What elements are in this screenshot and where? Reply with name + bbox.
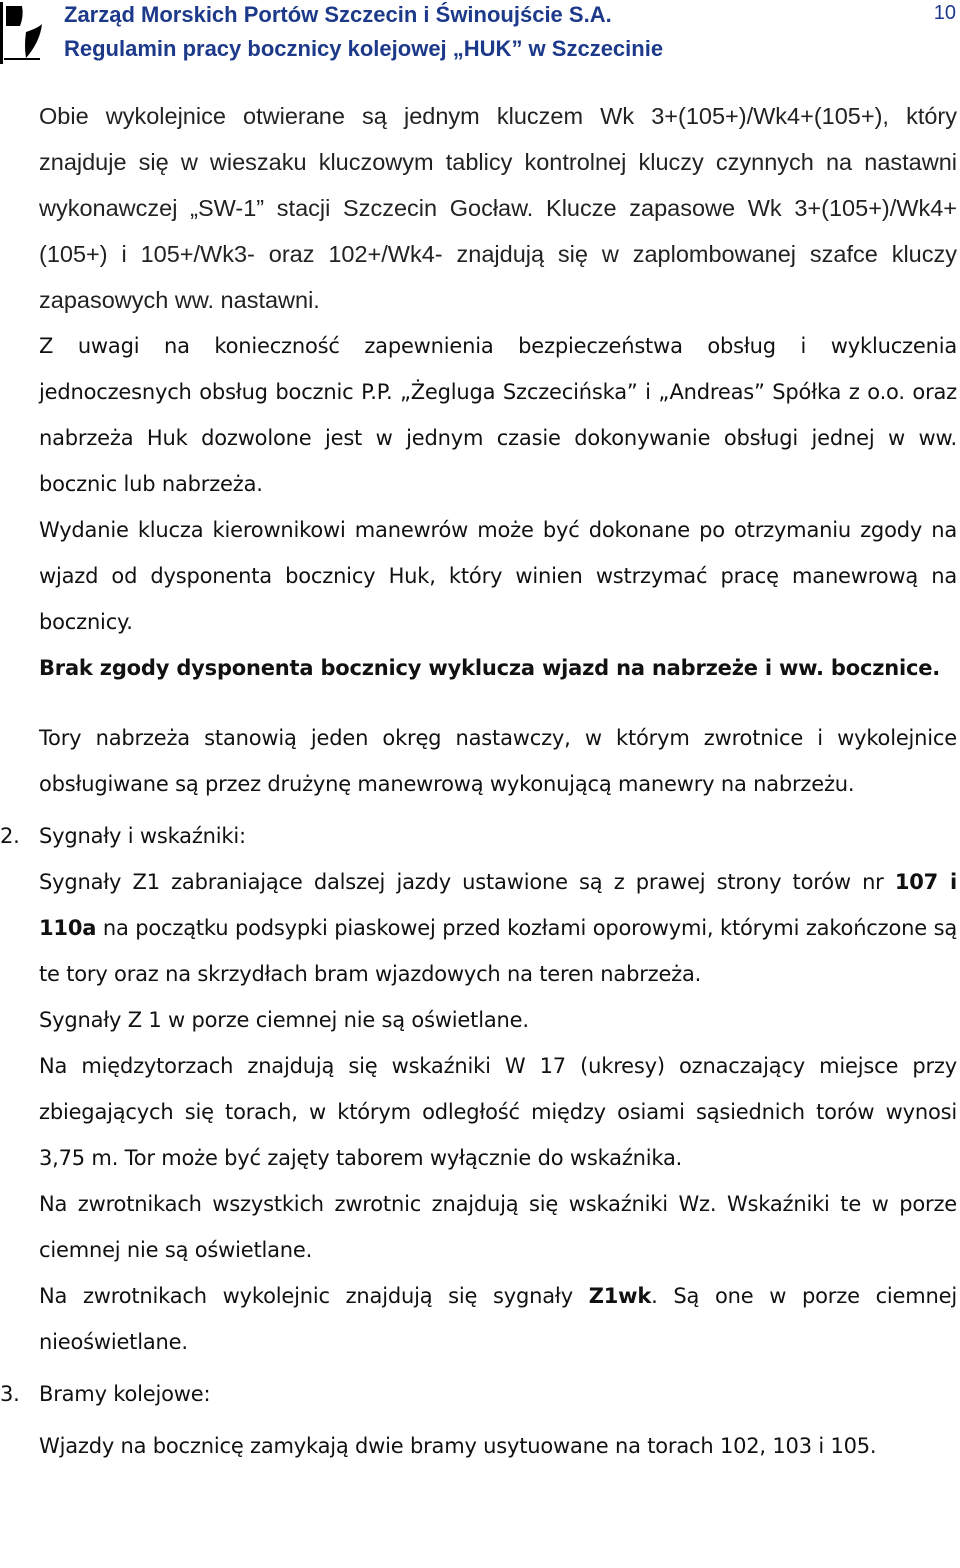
bold-z1wk: Z1wk — [588, 1284, 652, 1308]
paragraph-tory-nabrzeza: Tory nabrzeża stanowią jeden okręg nastawczy, w którym zwrotnice i wykolejnice obsługiwane są przez drużynę manewrową wykonującą manewry na nabrzeżu. — [39, 726, 957, 796]
paragraph-wskazniki-w17: Na międzytorzach znajdują się wskaźniki W 17 (ukresy) oznaczający miejsce przy zbiegających się torach, w którym odległość między osiami sąsiednich torów wynosi 3,75 m. Tor może być zajęty taborem wyłącznie do wskaźnika. — [39, 1054, 957, 1170]
section-title: Bramy kolejowe: — [39, 1382, 211, 1406]
section-heading-bramy — [0, 1371, 957, 1417]
section-number: 2. — [0, 824, 20, 848]
paragraph-sygnaly-z1: Sygnały Z1 zabraniające dalszej jazdy ustawione są z prawej strony torów nr 107 i 110a na początku podsypki piaskowej przed kozłami oporowymi, którymi zakończone są te tory oraz na skrzydłach bram wjazdowych na teren nabrzeża. — [39, 870, 957, 986]
section-title: Sygnały i wskaźniki: — [39, 824, 246, 848]
paragraph-brak-zgody: Brak zgody dysponenta bocznicy wyklucza wjazd na nabrzeże i ww. bocznice. — [39, 656, 941, 680]
page-header — [0, 0, 960, 70]
bold-tory: 107 i 110a — [39, 870, 957, 940]
document-body — [0, 93, 957, 1469]
header-subtitle: Regulamin pracy bocznicy kolejowej „HUK” w Szczecinie — [64, 36, 664, 61]
section-number: 3. — [0, 1382, 20, 1406]
company-logo-icon — [0, 2, 44, 64]
paragraph-bezpieczenstwo: Z uwagi na konieczność zapewnienia bezpieczeństwa obsług i wykluczenia jednoczesnych obsług bocznic P.P. „Żegluga Szczecińska” i „Andreas” Spółka z o.o. oraz nabrzeża Huk dozwolone jest w jednym czasie dokonywanie obsługi jednej w ww. bocznic lub nabrzeża. — [39, 334, 957, 496]
paragraph-sygnaly-pora-ciemna: Sygnały Z 1 w porze ciemnej nie są oświetlane. — [39, 1008, 529, 1032]
paragraph-wskazniki-wz: Na zwrotnikach wszystkich zwrotnic znajdują się wskaźniki Wz. Wskaźniki te w porze ciemnej nie są oświetlane. — [39, 1192, 957, 1262]
paragraph-sygnaly-z1wk: Na zwrotnikach wykolejnic znajdują się sygnały Z1wk. Są one w porze ciemnej nieoświetlane. — [39, 1284, 957, 1354]
paragraph-wykolejnice: Obie wykolejnice otwierane są jednym kluczem Wk 3+(105+)/Wk4+(105+), który znajduje się w wieszaku kluczowym tablicy kontrolnej kluczy czynnych na nastawni wykonawczej „SW-1” stacji Szczecin Gocław. Klucze zapasowe Wk 3+(105+)/Wk4+(105+) i 105+/Wk3- oraz 102+/Wk4- znajdują się w zaplombowanej szafce kluczy zapasowych ww. nastawni. — [39, 103, 957, 313]
paragraph-wydanie-klucza: Wydanie klucza kierownikowi manewrów może być dokonane po otrzymaniu zgody na wjazd od dysponenta bocznicy Huk, który winien wstrzymać pracę manewrową na bocznicy. — [39, 518, 957, 634]
section-heading-sygnaly — [0, 813, 957, 859]
paragraph-bramy: Wjazdy na bocznicę zamykają dwie bramy usytuowane na torach 102, 103 i 105. — [39, 1434, 877, 1458]
page-number: 10 — [933, 2, 956, 24]
header-title: Zarząd Morskich Portów Szczecin i Świnoujście S.A. — [64, 2, 612, 27]
